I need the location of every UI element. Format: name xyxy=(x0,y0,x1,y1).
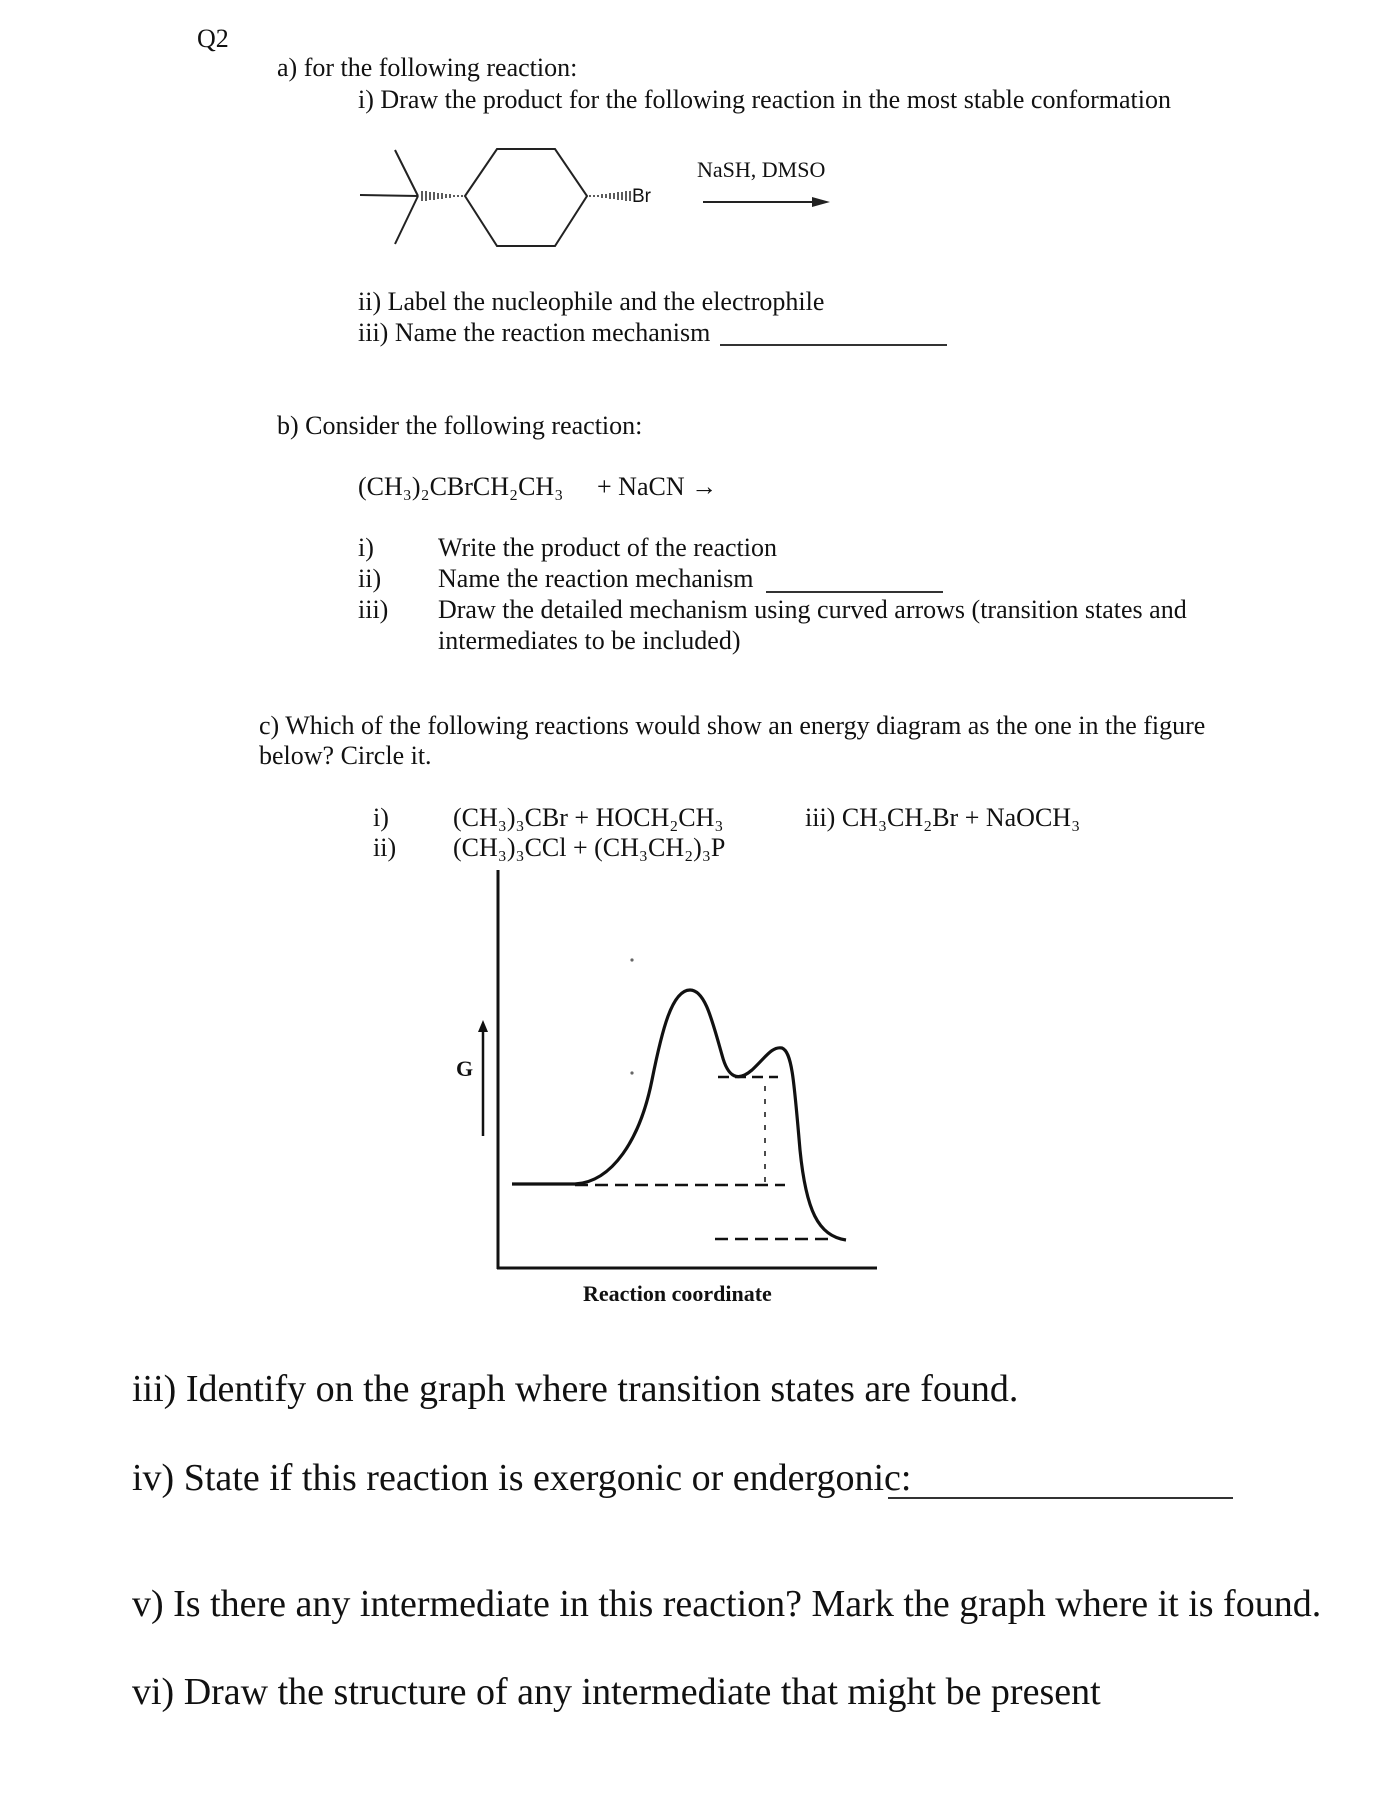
part-b-num-1: i) xyxy=(358,533,374,562)
option-3[interactable]: iii) CH₃CH₂Br + NaOCH₃ xyxy=(805,803,1081,832)
scan-dot xyxy=(630,1071,633,1074)
answer-line-a3[interactable] xyxy=(720,344,947,346)
isopropyl-bond-left xyxy=(360,195,418,196)
part-a-question-2: ii) Label the nucleophile and the electrophile xyxy=(358,287,825,316)
part-c-heading-line1: c) Which of the following reactions would show an energy diagram as the one in the figure xyxy=(259,711,1206,740)
x-axis-label: Reaction coordinate xyxy=(583,1281,772,1306)
option-2[interactable]: (CH₃)₃CCl + (CH₃CH₂)₃P xyxy=(453,833,726,862)
cyclohexane-ring xyxy=(465,149,587,246)
g-arrow-head xyxy=(478,1020,488,1032)
y-axis-label: G xyxy=(456,1056,474,1081)
answer-line-c4[interactable] xyxy=(888,1497,1233,1499)
isopropyl-bond-up xyxy=(395,150,418,196)
part-c-question-4: iv) State if this reaction is exergonic or endergonic: xyxy=(132,1457,912,1499)
part-b-item-2: Name the reaction mechanism xyxy=(438,564,754,593)
bromine-label: Br xyxy=(632,186,651,207)
part-b-item-1: Write the product of the reaction xyxy=(438,533,777,562)
isopropyl-bond-down xyxy=(395,196,418,244)
part-b-num-2: ii) xyxy=(358,564,382,593)
option-1-num: i) xyxy=(373,803,389,832)
scan-dot xyxy=(630,958,633,961)
part-b-item-3-cont: intermediates to be included) xyxy=(438,626,741,655)
reaction-b-reagent: + NaCN → xyxy=(597,472,718,501)
part-b-item-3: Draw the detailed mechanism using curved arrows (transition states and xyxy=(438,595,1187,624)
part-b-heading: b) Consider the following reaction: xyxy=(277,411,643,440)
reaction-b-reactants: (CH₃)₂CBrCH₂CH₃ xyxy=(358,472,564,501)
part-c-question-6: vi) Draw the structure of any intermediate that might be present xyxy=(132,1671,1101,1713)
question-label: Q2 xyxy=(197,24,229,53)
reagent-label: NaSH, DMSO xyxy=(697,157,826,182)
part-a-question-1: i) Draw the product for the following reaction in the most stable conformation xyxy=(358,85,1171,114)
part-c-question-3: iii) Identify on the graph where transition states are found. xyxy=(132,1368,1019,1410)
hashed-wedge-right xyxy=(590,191,630,201)
part-c-question-5: v) Is there any intermediate in this reaction? Mark the graph where it is found. xyxy=(132,1583,1322,1625)
reaction-arrow-head xyxy=(812,197,830,207)
energy-curve xyxy=(512,990,846,1240)
option-1[interactable]: (CH₃)₃CBr + HOCH₂CH₃ xyxy=(453,803,724,832)
option-2-num: ii) xyxy=(373,833,397,862)
answer-line-b2[interactable] xyxy=(766,591,943,593)
part-c-heading-line2: below? Circle it. xyxy=(259,741,432,770)
part-b-num-3: iii) xyxy=(358,595,389,624)
part-a-heading: a) for the following reaction: xyxy=(277,53,578,82)
part-a-question-3: iii) Name the reaction mechanism xyxy=(358,318,711,347)
hashed-wedge-left xyxy=(422,191,462,201)
